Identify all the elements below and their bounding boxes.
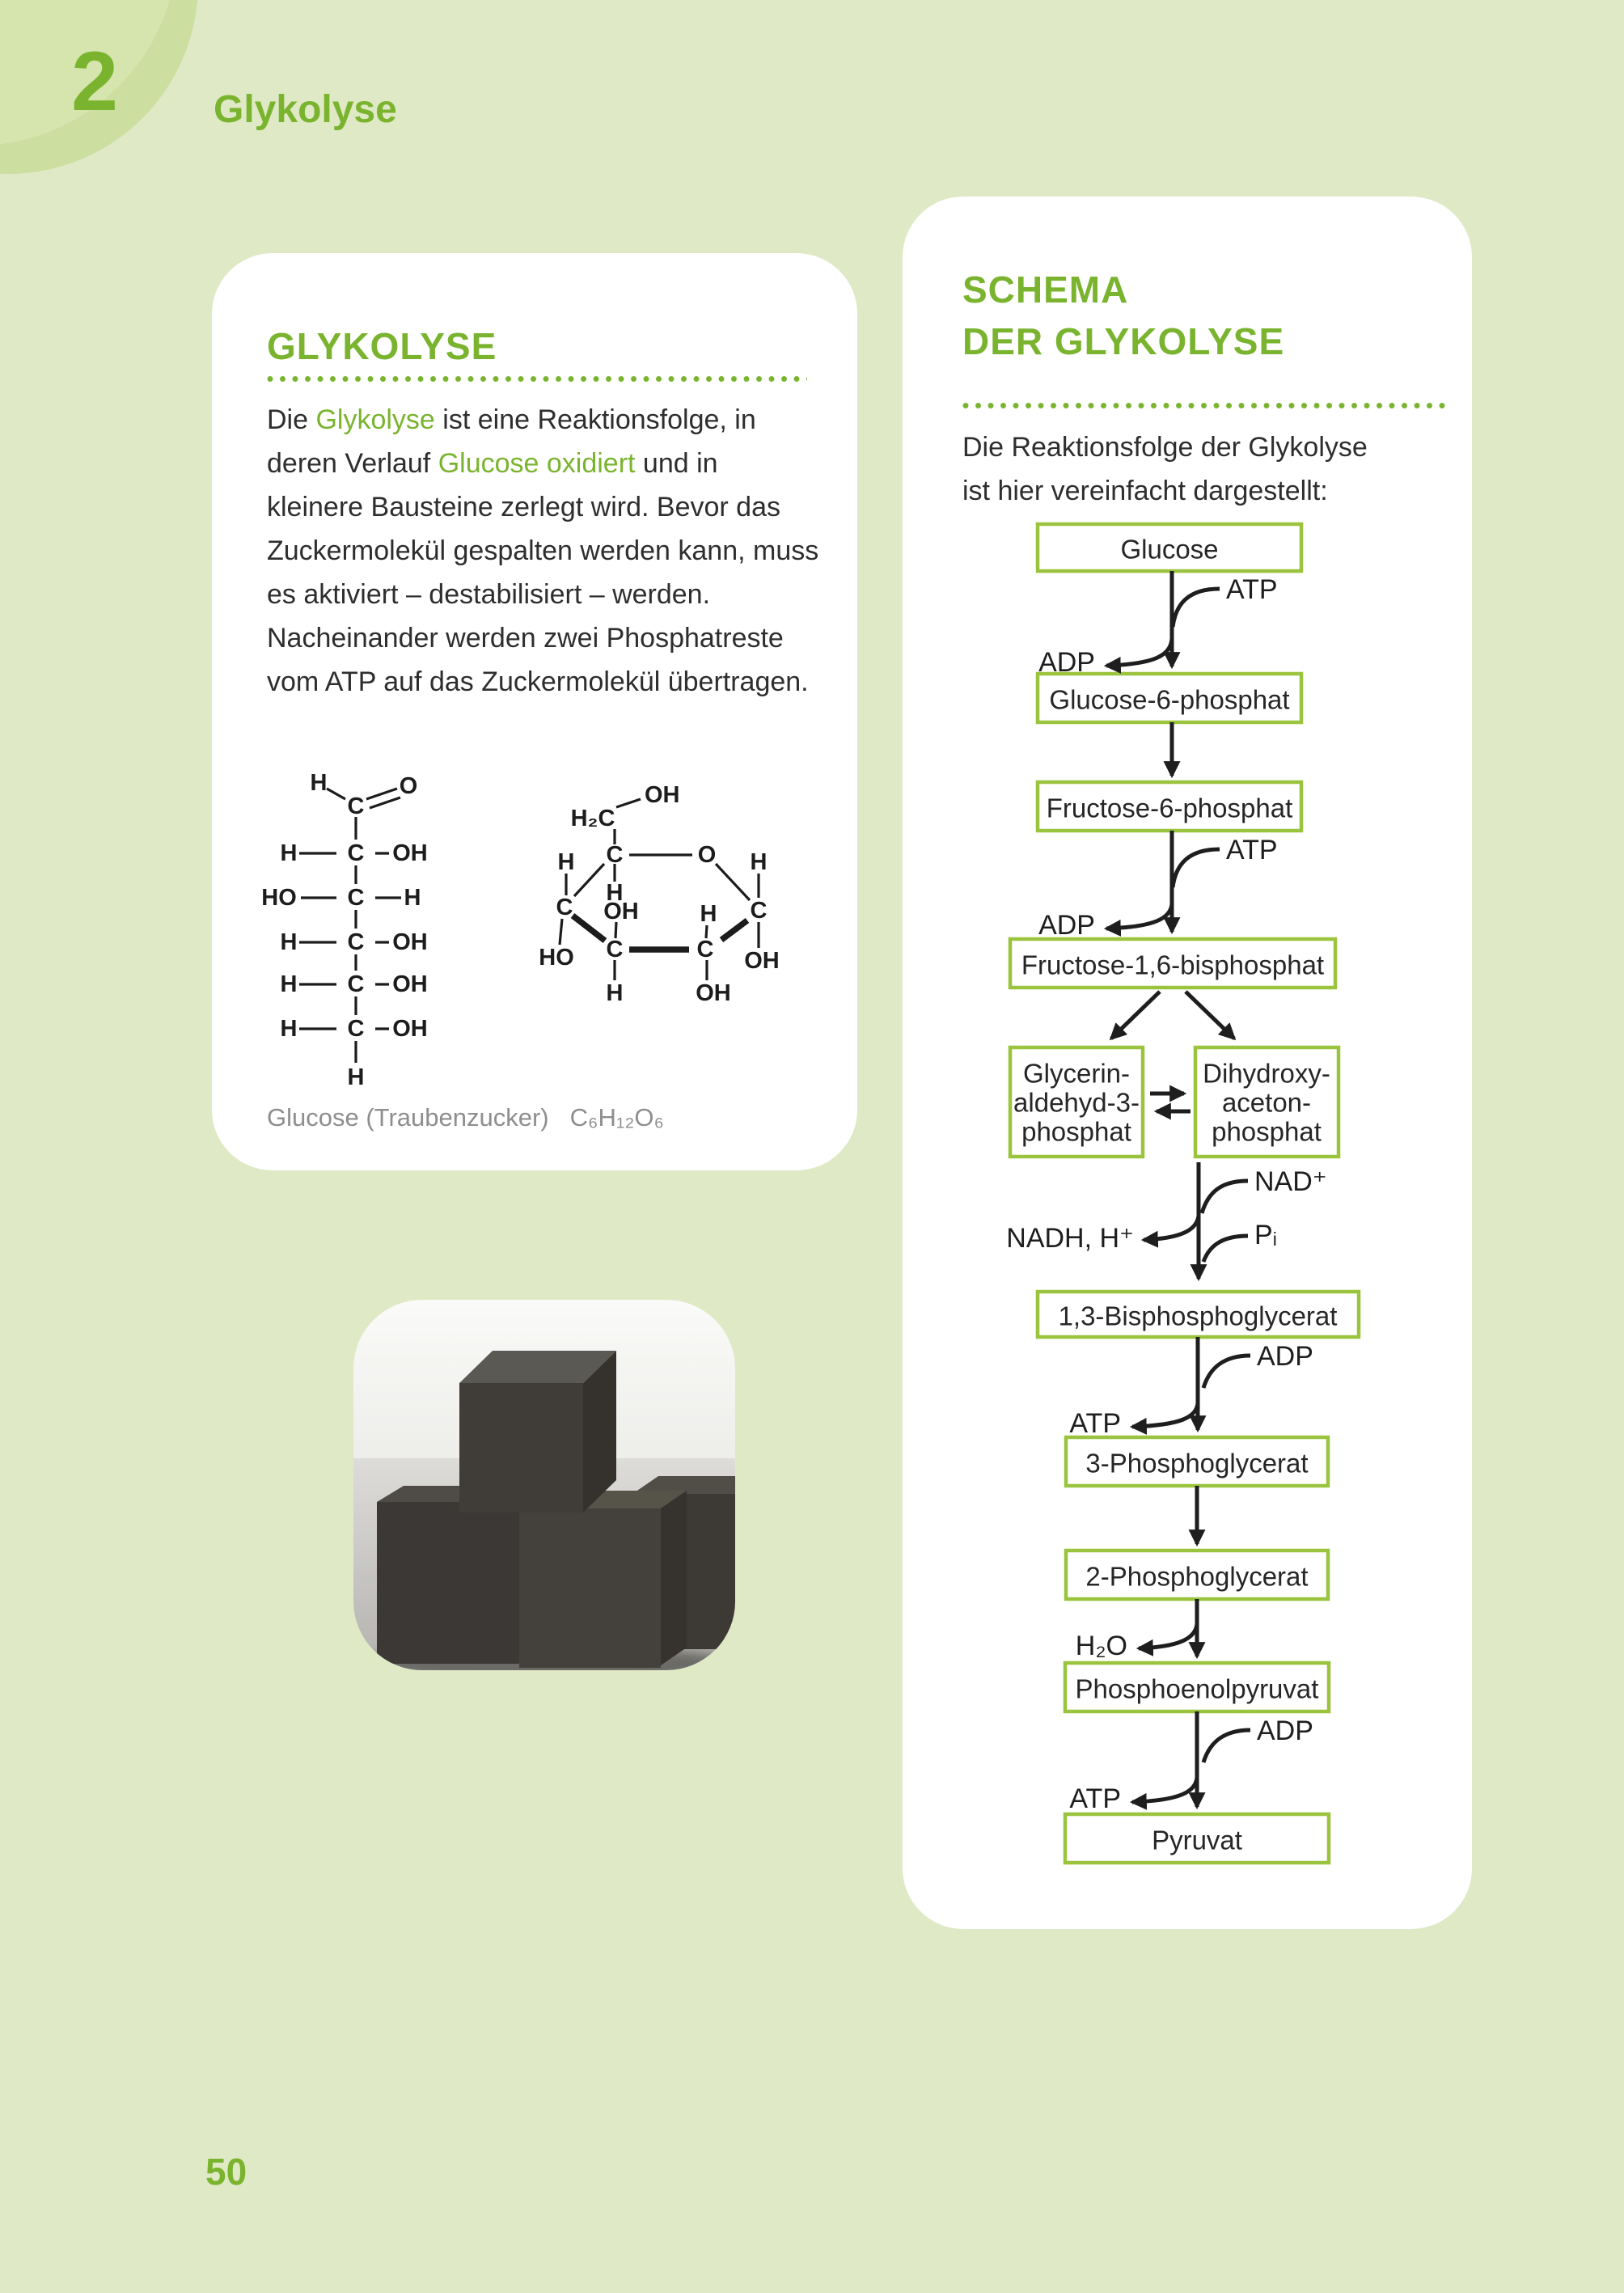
right-card-title-line2: DER GLYKOLYSE xyxy=(962,320,1285,362)
atom: OH xyxy=(744,948,780,974)
svg-text:Fructose-1,6-bisphosphat: Fructose-1,6-bisphosphat xyxy=(1021,950,1325,980)
cofactor-label: NAD⁺ xyxy=(1254,1166,1327,1197)
sugar-cube-middle xyxy=(519,1491,687,1668)
cofactor-label: ATP xyxy=(1226,574,1278,605)
atom: H xyxy=(404,885,421,911)
left-card-title: GLYKOLYSE xyxy=(267,325,497,367)
equilibrium-arrows xyxy=(1150,1094,1191,1111)
flow-box-13-bisphosphoglycerat xyxy=(1038,1292,1359,1337)
cofactor-label: ATP xyxy=(1069,1783,1121,1814)
atom: HO xyxy=(261,885,297,911)
svg-text:aldehyd-3-: aldehyd-3- xyxy=(1013,1087,1140,1118)
atom: H xyxy=(557,849,575,875)
svg-text:Dihydroxy-: Dihydroxy- xyxy=(1203,1058,1330,1089)
flow-box-glucose-6-phosphat xyxy=(1038,674,1301,722)
flow-box-2-phosphoglycerat xyxy=(1066,1551,1328,1599)
atom: H xyxy=(280,840,298,866)
atom: C xyxy=(556,895,573,920)
atom: OH xyxy=(392,929,428,955)
flow-box-dihydroxyacetonphosphat xyxy=(1195,1047,1339,1157)
flow-box-pyruvat xyxy=(1065,1814,1329,1863)
atom: H₂C xyxy=(570,806,615,831)
svg-text:2-Phosphoglycerat: 2-Phosphoglycerat xyxy=(1085,1561,1309,1592)
atom: H xyxy=(280,1016,298,1042)
atom: C xyxy=(347,929,365,955)
cofactor-label: Pᵢ xyxy=(1254,1220,1278,1250)
flow-box-fructose-16-bisphosphat xyxy=(1010,939,1335,988)
arrow-dhap-to-13bpg xyxy=(1006,1162,1326,1279)
caption-formula: C₆H₁₂O₆ xyxy=(569,1103,664,1132)
atom: OH xyxy=(392,1016,428,1042)
page-number: 50 xyxy=(205,2151,247,2193)
svg-text:Phosphoenolpyruvat: Phosphoenolpyruvat xyxy=(1075,1673,1319,1704)
arrow-split-left xyxy=(1111,992,1160,1039)
glycolysis-flowchart xyxy=(903,510,1472,1933)
right-card-title-line1: SCHEMA xyxy=(962,269,1129,311)
cofactor-label: ATP xyxy=(1226,835,1278,865)
flow-box-glucose xyxy=(1038,524,1301,571)
chapter-title: Glykolyse xyxy=(214,88,397,131)
atom: H xyxy=(750,849,768,875)
svg-text:phosphat: phosphat xyxy=(1212,1116,1322,1147)
atom: C xyxy=(347,840,365,866)
arrow-f6p-to-f16bp xyxy=(1038,831,1278,941)
atom: C xyxy=(347,793,365,819)
atom: H xyxy=(700,901,717,927)
svg-text:Pyruvat: Pyruvat xyxy=(1152,1825,1242,1855)
atom: O xyxy=(697,842,717,868)
cofactor-label: NADH, H⁺ xyxy=(1006,1223,1134,1254)
atom: OH xyxy=(696,980,731,1006)
cofactor-label: H₂O xyxy=(1075,1631,1127,1661)
atom: O xyxy=(399,773,418,799)
atom: OH xyxy=(392,840,428,866)
chapter-number: 2 xyxy=(71,35,118,129)
dotted-separator-left xyxy=(267,375,807,383)
atom: C xyxy=(347,971,365,997)
cofactor-label: ADP xyxy=(1038,910,1095,941)
structure-caption xyxy=(267,1103,664,1132)
svg-text:Glucose-6-phosphat: Glucose-6-phosphat xyxy=(1049,684,1290,715)
cofactor-label: ADP xyxy=(1038,647,1095,678)
atom: C xyxy=(696,937,714,962)
atom: H xyxy=(310,770,328,796)
atom: C xyxy=(606,842,624,868)
atom: H xyxy=(606,980,624,1006)
left-card-paragraph: Die Glykolyse ist eine Reaktionsfolge, in deren Verlauf Glucose oxidiert und in kleinere Bausteine zerlegt wird. Bevor das Zuckermolekül gespalten werden kann, muss es aktiviert – destabilisiert – werden. Nacheinander werden zwei Phosphatreste vom ATP auf das Zuckermolekül übertragen. xyxy=(267,404,819,697)
atom: C xyxy=(347,1016,365,1042)
sugar-cubes-illustration xyxy=(353,1300,735,1670)
atom: H xyxy=(280,929,298,955)
svg-text:3-Phosphoglycerat: 3-Phosphoglycerat xyxy=(1085,1448,1309,1479)
arrow-glucose-to-g6p xyxy=(1038,571,1278,678)
flow-box-phosphoenolpyruvat xyxy=(1065,1663,1329,1711)
svg-text:aceton-: aceton- xyxy=(1221,1087,1312,1118)
arrow-split-right xyxy=(1186,992,1234,1039)
atom: H xyxy=(280,971,298,997)
haworth-projection xyxy=(539,782,780,1006)
caption-text: Glucose (Traubenzucker) xyxy=(267,1103,549,1132)
svg-text:1,3-Bisphosphoglycerat: 1,3-Bisphosphoglycerat xyxy=(1058,1301,1338,1331)
arrow-2pg-to-pep xyxy=(1076,1599,1197,1661)
atom: C xyxy=(750,898,768,924)
right-card-title xyxy=(962,264,1464,367)
atom: C xyxy=(606,937,624,962)
right-card-intro xyxy=(962,425,1456,513)
arrow-13bpg-to-3pg xyxy=(1069,1337,1313,1439)
dotted-separator-right xyxy=(962,402,1448,409)
atom: C xyxy=(347,885,365,911)
atom: H xyxy=(347,1064,365,1090)
atom: OH xyxy=(645,782,680,808)
atom: H xyxy=(606,880,624,906)
flow-box-3-phosphoglycerat xyxy=(1066,1437,1328,1486)
intro-line2: ist hier vereinfacht dargestellt: xyxy=(962,476,1328,506)
sugar-cubes-photo xyxy=(353,1300,735,1670)
atom: OH xyxy=(603,899,639,924)
cofactor-label: ADP xyxy=(1257,1716,1313,1746)
arrow-pep-to-pyruvat xyxy=(1069,1711,1313,1814)
glucose-structures xyxy=(243,768,841,1149)
svg-text:phosphat: phosphat xyxy=(1021,1116,1131,1147)
cofactor-label: ADP xyxy=(1257,1341,1313,1372)
svg-text:Fructose-6-phosphat: Fructose-6-phosphat xyxy=(1046,793,1293,823)
svg-text:Glycerin-: Glycerin- xyxy=(1022,1058,1131,1089)
sugar-cube-top xyxy=(459,1351,616,1512)
flow-box-glycerinaldehyd-3-phosphat xyxy=(1010,1047,1143,1157)
intro-line1: Die Reaktionsfolge der Glykolyse xyxy=(962,432,1368,463)
atom: OH xyxy=(392,971,428,997)
fischer-projection xyxy=(261,770,428,1090)
cofactor-label: ATP xyxy=(1069,1408,1121,1439)
svg-text:Glucose: Glucose xyxy=(1120,534,1219,565)
flow-box-fructose-6-phosphat xyxy=(1038,782,1301,831)
atom: HO xyxy=(539,945,574,971)
